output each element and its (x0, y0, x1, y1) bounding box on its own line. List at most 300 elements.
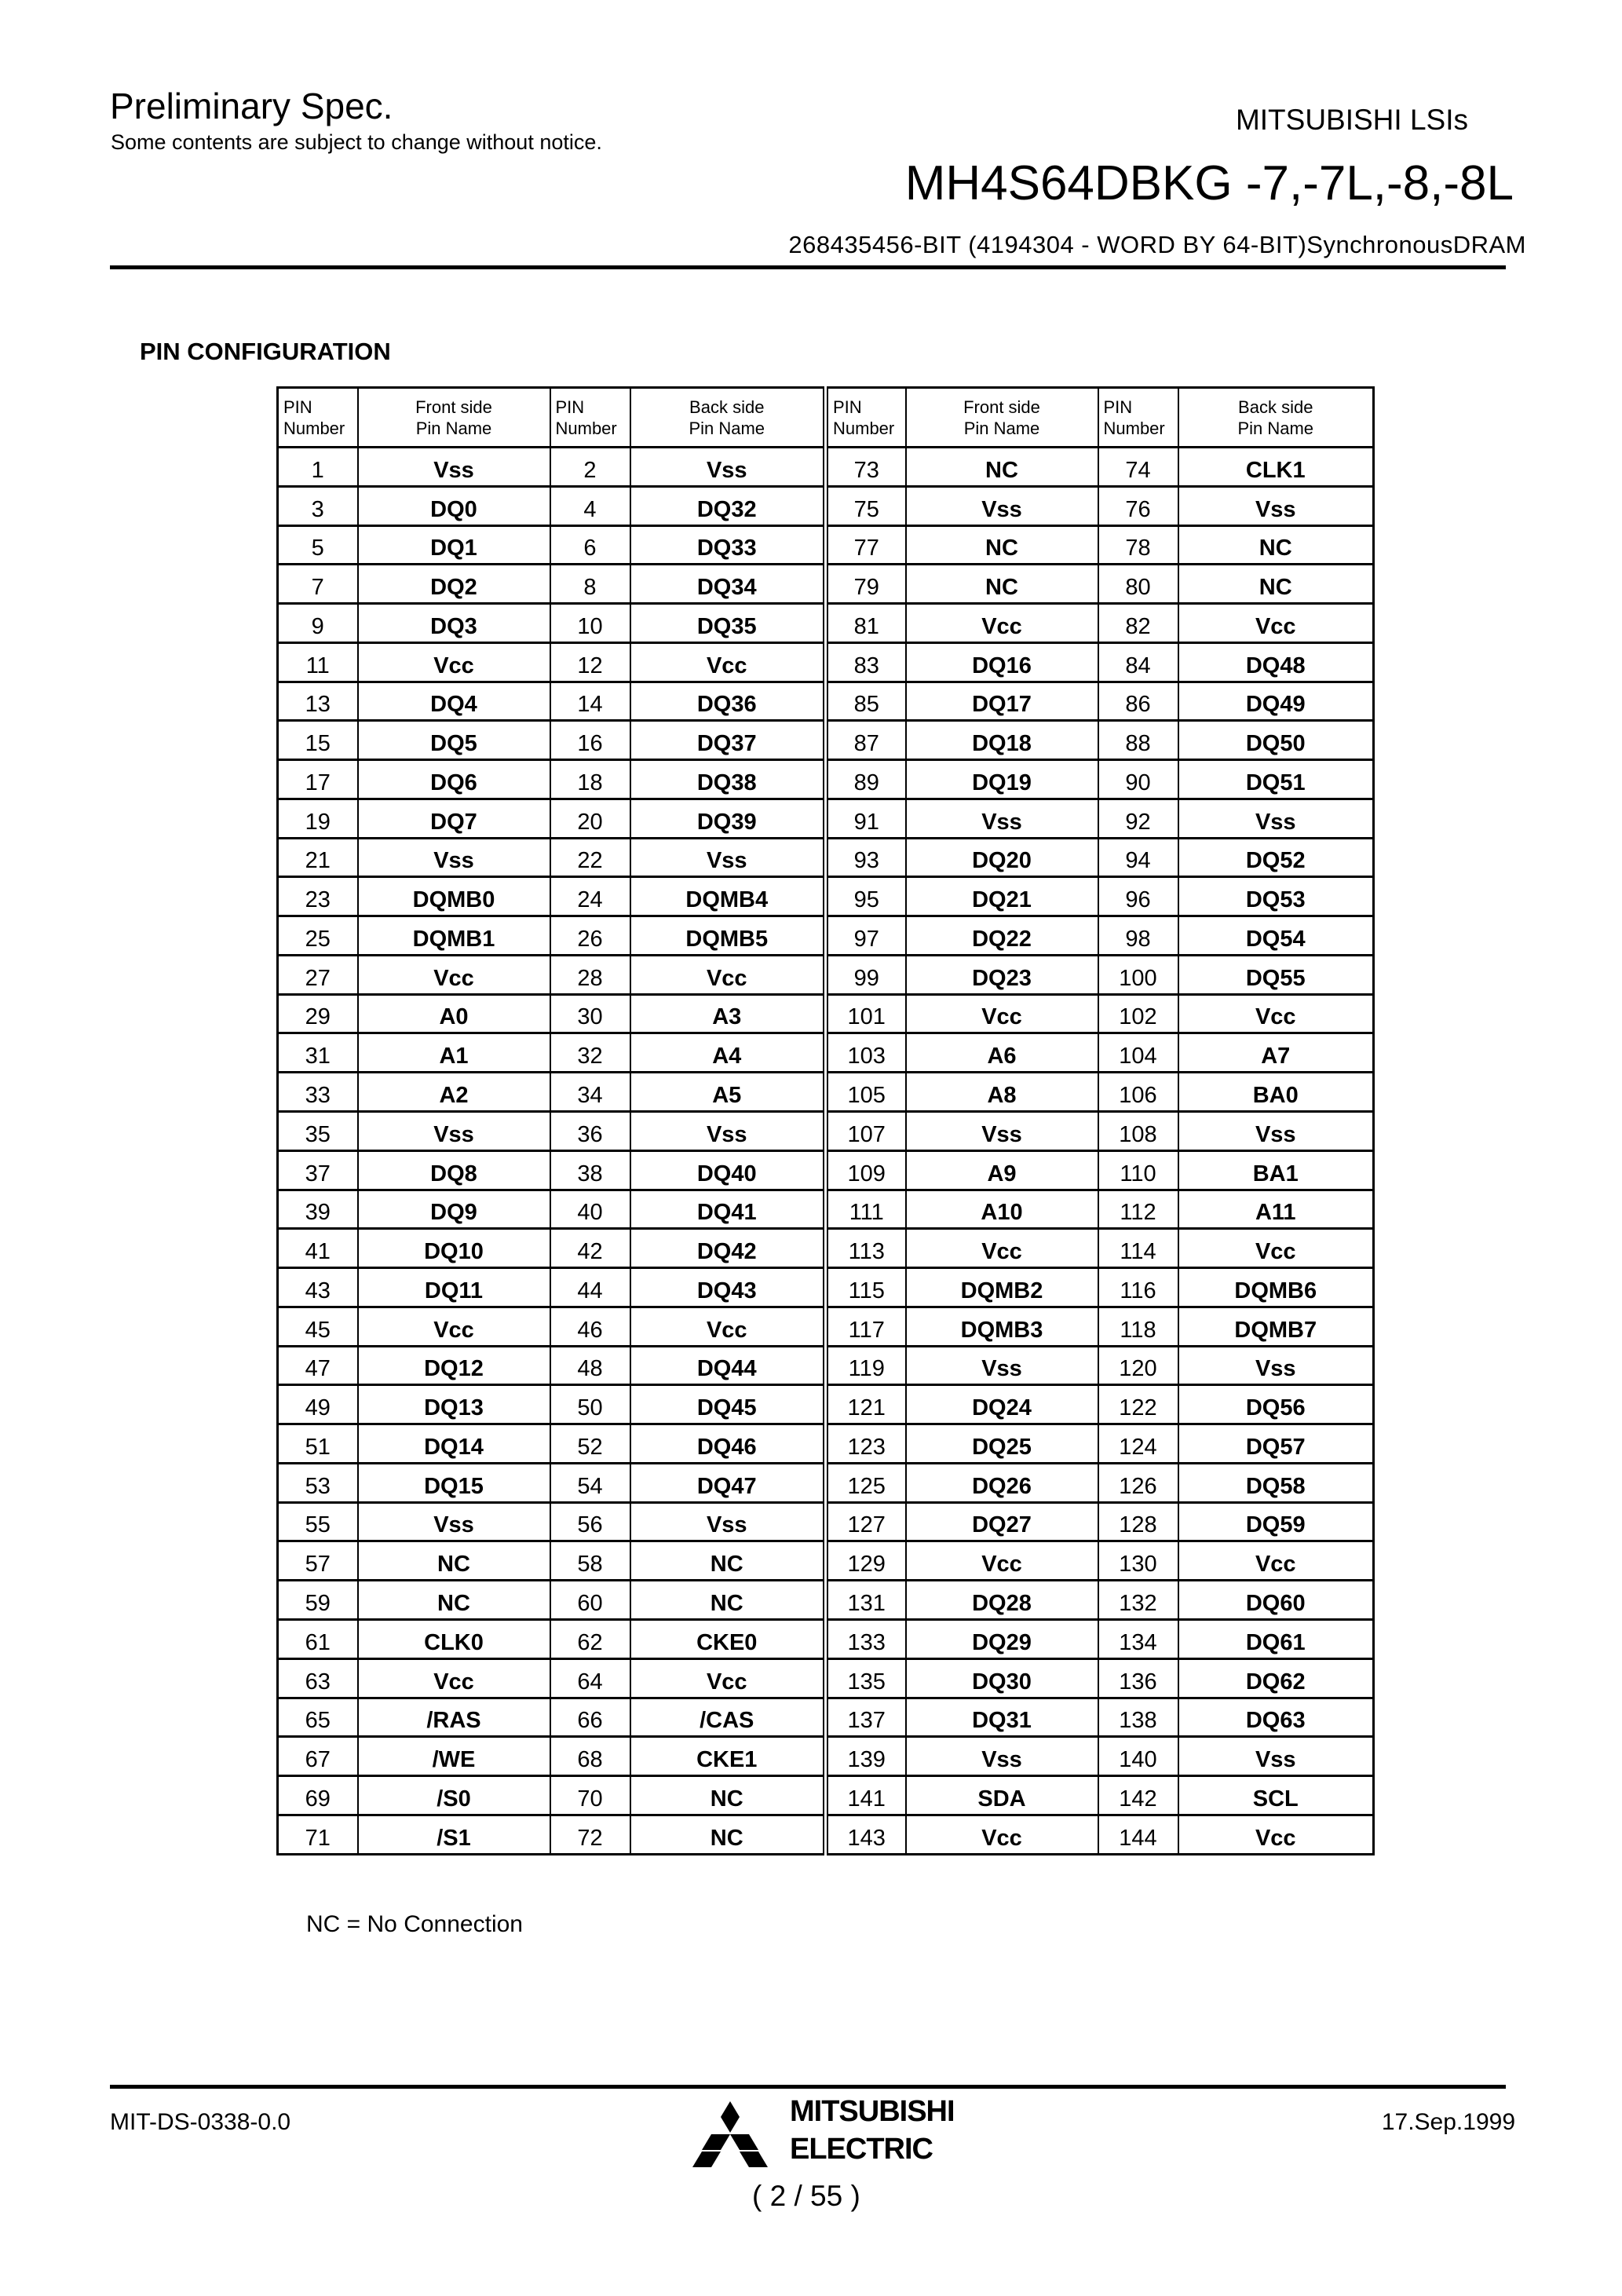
pin-number-cell: 123 (826, 1424, 906, 1464)
pin-number-cell: 119 (826, 1346, 906, 1385)
pin-number-cell: 59 (278, 1581, 358, 1620)
pin-name-cell: DQMB7 (1178, 1307, 1374, 1346)
pin-name-cell: DQ9 (358, 1190, 550, 1229)
pin-name-cell: Vss (1178, 1737, 1374, 1776)
pin-name-cell: DQ42 (630, 1229, 826, 1268)
table-row (278, 994, 1374, 1033)
pin-number-cell: 19 (278, 799, 358, 838)
pin-number-cell: 105 (826, 1073, 906, 1112)
header-front-pin-name: Front side Pin Name (358, 388, 550, 448)
pin-number-cell: 52 (550, 1424, 630, 1464)
pin-number-cell: 3 (278, 486, 358, 525)
pin-name-cell: DQ52 (1178, 838, 1374, 877)
pin-configuration-table (276, 386, 1375, 1855)
pin-number-cell: 80 (1098, 565, 1178, 604)
pin-number-cell: 39 (278, 1190, 358, 1229)
table-row (278, 760, 1374, 799)
pin-name-cell: Vcc (906, 604, 1098, 643)
pin-number-cell: 47 (278, 1346, 358, 1385)
table-row (278, 721, 1374, 760)
pin-number-cell: 15 (278, 721, 358, 760)
pin-name-cell: Vss (630, 1112, 826, 1151)
preliminary-spec-label: Preliminary Spec. (110, 86, 393, 126)
pin-number-cell: 68 (550, 1737, 630, 1776)
pin-number-cell: 96 (1098, 877, 1178, 916)
pin-name-cell: A11 (1178, 1190, 1374, 1229)
pin-number-cell: 61 (278, 1619, 358, 1658)
pin-name-cell: DQ55 (1178, 955, 1374, 994)
pin-name-cell: A2 (358, 1073, 550, 1112)
pin-name-cell: DQ58 (1178, 1463, 1374, 1502)
pin-name-cell: DQ16 (906, 642, 1098, 682)
pin-name-cell: A1 (358, 1033, 550, 1073)
pin-name-cell: NC (1178, 525, 1374, 565)
pin-name-cell: A6 (906, 1033, 1098, 1073)
pin-number-cell: 138 (1098, 1698, 1178, 1737)
table-row (278, 525, 1374, 565)
pin-name-cell: DQ39 (630, 799, 826, 838)
pin-name-cell: DQ25 (906, 1424, 1098, 1464)
pin-number-cell: 40 (550, 1190, 630, 1229)
pin-name-cell: A4 (630, 1033, 826, 1073)
pin-name-cell: DQ11 (358, 1268, 550, 1307)
pin-name-cell: CKE0 (630, 1619, 826, 1658)
pin-name-cell: DQMB6 (1178, 1268, 1374, 1307)
pin-name-cell: NC (630, 1776, 826, 1815)
pin-name-cell: NC (630, 1815, 826, 1854)
pin-name-cell: CKE1 (630, 1737, 826, 1776)
pin-name-cell: A3 (630, 994, 826, 1033)
pin-name-cell: Vcc (1178, 604, 1374, 643)
pin-number-cell: 65 (278, 1698, 358, 1737)
pin-name-cell: Vcc (630, 642, 826, 682)
pin-number-cell: 120 (1098, 1346, 1178, 1385)
pin-name-cell: DQMB2 (906, 1268, 1098, 1307)
pin-name-cell: DQ54 (1178, 916, 1374, 956)
pin-name-cell: /S1 (358, 1815, 550, 1854)
pin-number-cell: 25 (278, 916, 358, 956)
header-back-pin-name: Back side Pin Name (630, 388, 826, 448)
pin-number-cell: 67 (278, 1737, 358, 1776)
pin-number-cell: 87 (826, 721, 906, 760)
pin-name-cell: Vcc (358, 955, 550, 994)
table-row (278, 1268, 1374, 1307)
pin-number-cell: 54 (550, 1463, 630, 1502)
table-row (278, 1424, 1374, 1464)
pin-number-cell: 34 (550, 1073, 630, 1112)
pin-name-cell: Vcc (1178, 1815, 1374, 1854)
pin-name-cell: DQ36 (630, 682, 826, 721)
table-row (278, 1150, 1374, 1190)
pin-number-cell: 31 (278, 1033, 358, 1073)
pin-number-cell: 131 (826, 1581, 906, 1620)
pin-number-cell: 46 (550, 1307, 630, 1346)
part-number-title: MH4S64DBKG -7,-7L,-8,-8L (904, 156, 1514, 210)
pin-number-cell: 92 (1098, 799, 1178, 838)
pin-name-cell: Vcc (358, 1658, 550, 1698)
pin-number-cell: 109 (826, 1150, 906, 1190)
pin-number-cell: 35 (278, 1112, 358, 1151)
pin-name-cell: Vcc (630, 955, 826, 994)
pin-name-cell: Vss (1178, 486, 1374, 525)
pin-number-cell: 64 (550, 1658, 630, 1698)
pin-number-cell: 7 (278, 565, 358, 604)
pin-number-cell: 141 (826, 1776, 906, 1815)
pin-name-cell: DQ24 (906, 1385, 1098, 1424)
pin-name-cell: DQ14 (358, 1424, 550, 1464)
table-row (278, 1698, 1374, 1737)
pin-name-cell: Vcc (906, 1229, 1098, 1268)
pin-number-cell: 99 (826, 955, 906, 994)
table-row (278, 1581, 1374, 1620)
pin-number-cell: 125 (826, 1463, 906, 1502)
pin-name-cell: DQ2 (358, 565, 550, 604)
pin-number-cell: 102 (1098, 994, 1178, 1033)
pin-number-cell: 114 (1098, 1229, 1178, 1268)
pin-name-cell: DQ8 (358, 1150, 550, 1190)
pin-name-cell: DQ33 (630, 525, 826, 565)
pin-name-cell: Vss (1178, 1112, 1374, 1151)
pin-name-cell: DQ50 (1178, 721, 1374, 760)
pin-name-cell: DQ20 (906, 838, 1098, 877)
pin-number-cell: 78 (1098, 525, 1178, 565)
pin-number-cell: 112 (1098, 1190, 1178, 1229)
pin-name-cell: DQ61 (1178, 1619, 1374, 1658)
pin-number-cell: 83 (826, 642, 906, 682)
header-front-pin-name: Front side Pin Name (906, 388, 1098, 448)
pin-name-cell: DQ17 (906, 682, 1098, 721)
pin-number-cell: 23 (278, 877, 358, 916)
pin-number-cell: 11 (278, 642, 358, 682)
pin-name-cell: DQ4 (358, 682, 550, 721)
pin-number-cell: 142 (1098, 1776, 1178, 1815)
pin-number-cell: 36 (550, 1112, 630, 1151)
pin-number-cell: 48 (550, 1346, 630, 1385)
pin-number-cell: 70 (550, 1776, 630, 1815)
pin-name-cell: DQ51 (1178, 760, 1374, 799)
table-row (278, 486, 1374, 525)
header-pin-number: PIN Number (278, 388, 358, 448)
pin-number-cell: 97 (826, 916, 906, 956)
pin-name-cell: DQ59 (1178, 1502, 1374, 1541)
pin-name-cell: DQMB5 (630, 916, 826, 956)
pin-name-cell: DQ30 (906, 1658, 1098, 1698)
pin-name-cell: NC (1178, 565, 1374, 604)
pin-number-cell: 66 (550, 1698, 630, 1737)
table-row (278, 916, 1374, 956)
pin-name-cell: DQ12 (358, 1346, 550, 1385)
pin-name-cell: NC (358, 1541, 550, 1581)
pin-number-cell: 42 (550, 1229, 630, 1268)
pin-name-cell: BA0 (1178, 1073, 1374, 1112)
table-row (278, 799, 1374, 838)
pin-number-cell: 77 (826, 525, 906, 565)
pin-name-cell: Vss (630, 1502, 826, 1541)
table-row (278, 838, 1374, 877)
pin-name-cell: A9 (906, 1150, 1098, 1190)
pin-name-cell: DQ23 (906, 955, 1098, 994)
header-divider (110, 265, 1506, 269)
section-title: PIN CONFIGURATION (140, 338, 391, 365)
pin-number-cell: 5 (278, 525, 358, 565)
pin-number-cell: 93 (826, 838, 906, 877)
pin-number-cell: 60 (550, 1581, 630, 1620)
pin-name-cell: DQ1 (358, 525, 550, 565)
pin-number-cell: 53 (278, 1463, 358, 1502)
table-row (278, 1619, 1374, 1658)
pin-name-cell: DQ60 (1178, 1581, 1374, 1620)
pin-name-cell: SDA (906, 1776, 1098, 1815)
pin-name-cell: DQ53 (1178, 877, 1374, 916)
pin-name-cell: /CAS (630, 1698, 826, 1737)
pin-name-cell: DQ27 (906, 1502, 1098, 1541)
pin-number-cell: 137 (826, 1698, 906, 1737)
table-row (278, 1346, 1374, 1385)
pin-number-cell: 95 (826, 877, 906, 916)
pin-name-cell: BA1 (1178, 1150, 1374, 1190)
pin-name-cell: CLK0 (358, 1619, 550, 1658)
pin-number-cell: 1 (278, 448, 358, 487)
pin-number-cell: 108 (1098, 1112, 1178, 1151)
pin-name-cell: DQ41 (630, 1190, 826, 1229)
pin-number-cell: 24 (550, 877, 630, 916)
table-row (278, 1737, 1374, 1776)
pin-name-cell: DQ46 (630, 1424, 826, 1464)
brand-name-line1: MITSUBISHI (790, 2095, 955, 2128)
pin-name-cell: Vcc (630, 1307, 826, 1346)
pin-number-cell: 110 (1098, 1150, 1178, 1190)
pin-name-cell: Vss (906, 1112, 1098, 1151)
pin-number-cell: 135 (826, 1658, 906, 1698)
pin-name-cell: DQMB4 (630, 877, 826, 916)
pin-number-cell: 45 (278, 1307, 358, 1346)
pin-name-cell: Vcc (906, 994, 1098, 1033)
table-row (278, 1073, 1374, 1112)
pin-number-cell: 104 (1098, 1033, 1178, 1073)
pin-number-cell: 4 (550, 486, 630, 525)
pin-number-cell: 144 (1098, 1815, 1178, 1854)
pin-number-cell: 26 (550, 916, 630, 956)
pin-number-cell: 106 (1098, 1073, 1178, 1112)
header-pin-number: PIN Number (1098, 388, 1178, 448)
pin-number-cell: 33 (278, 1073, 358, 1112)
table-row (278, 1463, 1374, 1502)
pin-name-cell: DQ37 (630, 721, 826, 760)
pin-number-cell: 8 (550, 565, 630, 604)
pin-name-cell: DQ49 (1178, 682, 1374, 721)
pin-name-cell: Vcc (1178, 1229, 1374, 1268)
pin-number-cell: 63 (278, 1658, 358, 1698)
pin-number-cell: 49 (278, 1385, 358, 1424)
pin-name-cell: DQ47 (630, 1463, 826, 1502)
pin-number-cell: 10 (550, 604, 630, 643)
pin-number-cell: 38 (550, 1150, 630, 1190)
pin-number-cell: 27 (278, 955, 358, 994)
pin-number-cell: 57 (278, 1541, 358, 1581)
pin-number-cell: 127 (826, 1502, 906, 1541)
pin-number-cell: 124 (1098, 1424, 1178, 1464)
pin-name-cell: Vcc (630, 1658, 826, 1698)
pin-name-cell: DQ45 (630, 1385, 826, 1424)
pin-name-cell: DQ5 (358, 721, 550, 760)
pin-number-cell: 133 (826, 1619, 906, 1658)
table-row (278, 1307, 1374, 1346)
pin-name-cell: NC (630, 1581, 826, 1620)
pin-number-cell: 44 (550, 1268, 630, 1307)
pin-name-cell: DQ38 (630, 760, 826, 799)
header-back-pin-name: Back side Pin Name (1178, 388, 1374, 448)
table-row (278, 604, 1374, 643)
pin-name-cell: DQMB3 (906, 1307, 1098, 1346)
pin-name-cell: Vss (1178, 799, 1374, 838)
pin-name-cell: A5 (630, 1073, 826, 1112)
pin-name-cell: Vcc (1178, 1541, 1374, 1581)
pin-number-cell: 100 (1098, 955, 1178, 994)
pin-number-cell: 118 (1098, 1307, 1178, 1346)
pin-name-cell: NC (906, 525, 1098, 565)
pin-number-cell: 88 (1098, 721, 1178, 760)
pin-name-cell: Vcc (1178, 994, 1374, 1033)
pin-name-cell: DQ21 (906, 877, 1098, 916)
pin-name-cell: DQ28 (906, 1581, 1098, 1620)
table-row (278, 682, 1374, 721)
pin-number-cell: 51 (278, 1424, 358, 1464)
pin-number-cell: 122 (1098, 1385, 1178, 1424)
pin-name-cell: Vss (358, 838, 550, 877)
table-row (278, 1112, 1374, 1151)
pin-number-cell: 62 (550, 1619, 630, 1658)
pin-name-cell: CLK1 (1178, 448, 1374, 487)
pin-name-cell: /WE (358, 1737, 550, 1776)
pin-name-cell: DQ32 (630, 486, 826, 525)
pin-number-cell: 136 (1098, 1658, 1178, 1698)
pin-number-cell: 129 (826, 1541, 906, 1581)
pin-number-cell: 12 (550, 642, 630, 682)
pin-number-cell: 71 (278, 1815, 358, 1854)
pin-number-cell: 13 (278, 682, 358, 721)
pin-number-cell: 94 (1098, 838, 1178, 877)
pin-name-cell: DQ43 (630, 1268, 826, 1307)
pin-name-cell: Vss (906, 799, 1098, 838)
maker-line: MITSUBISHI LSIs (1235, 104, 1468, 136)
pin-name-cell: DQ44 (630, 1346, 826, 1385)
table-row (278, 448, 1374, 487)
pin-name-cell: SCL (1178, 1776, 1374, 1815)
mitsubishi-logo-icon (691, 2100, 769, 2169)
pin-number-cell: 139 (826, 1737, 906, 1776)
pin-number-cell: 143 (826, 1815, 906, 1854)
pin-name-cell: A10 (906, 1190, 1098, 1229)
pin-name-cell: DQ57 (1178, 1424, 1374, 1464)
pin-name-cell: DQ40 (630, 1150, 826, 1190)
pin-number-cell: 14 (550, 682, 630, 721)
pin-name-cell: Vcc (358, 642, 550, 682)
page-indicator: ( 2 / 55 ) (752, 2180, 860, 2212)
pin-name-cell: DQ35 (630, 604, 826, 643)
pin-number-cell: 130 (1098, 1541, 1178, 1581)
pin-name-cell: DQ6 (358, 760, 550, 799)
pin-name-cell: DQ7 (358, 799, 550, 838)
pin-number-cell: 117 (826, 1307, 906, 1346)
table-row (278, 1033, 1374, 1073)
pin-name-cell: NC (630, 1541, 826, 1581)
pin-name-cell: DQ13 (358, 1385, 550, 1424)
pin-name-cell: Vcc (906, 1541, 1098, 1581)
pin-number-cell: 69 (278, 1776, 358, 1815)
pin-number-cell: 126 (1098, 1463, 1178, 1502)
pin-number-cell: 20 (550, 799, 630, 838)
pin-number-cell: 107 (826, 1112, 906, 1151)
pin-rows (278, 448, 1374, 1855)
table-row (278, 642, 1374, 682)
pin-name-cell: Vss (358, 1502, 550, 1541)
pin-number-cell: 86 (1098, 682, 1178, 721)
pin-name-cell: DQ56 (1178, 1385, 1374, 1424)
pin-name-cell: DQ63 (1178, 1698, 1374, 1737)
pin-number-cell: 134 (1098, 1619, 1178, 1658)
pin-number-cell: 6 (550, 525, 630, 565)
pin-number-cell: 18 (550, 760, 630, 799)
pin-number-cell: 50 (550, 1385, 630, 1424)
pin-number-cell: 2 (550, 448, 630, 487)
pin-number-cell: 56 (550, 1502, 630, 1541)
device-description: 268435456-BIT (4194304 - WORD BY 64-BIT)SynchronousDRAM (788, 231, 1526, 258)
table-row (278, 1815, 1374, 1854)
pin-name-cell: A8 (906, 1073, 1098, 1112)
pin-name-cell: Vss (906, 1346, 1098, 1385)
pin-name-cell: Vss (358, 1112, 550, 1151)
pin-name-cell: A7 (1178, 1033, 1374, 1073)
pin-name-cell: Vss (630, 448, 826, 487)
pin-number-cell: 28 (550, 955, 630, 994)
pin-number-cell: 103 (826, 1033, 906, 1073)
pin-number-cell: 101 (826, 994, 906, 1033)
table-row (278, 1502, 1374, 1541)
pin-name-cell: DQ22 (906, 916, 1098, 956)
table-header-row (278, 388, 1374, 448)
change-notice: Some contents are subject to change without notice. (111, 130, 602, 154)
pin-name-cell: DQ3 (358, 604, 550, 643)
pin-name-cell: DQ19 (906, 760, 1098, 799)
pin-number-cell: 81 (826, 604, 906, 643)
pin-name-cell: DQ26 (906, 1463, 1098, 1502)
pin-number-cell: 89 (826, 760, 906, 799)
table-row (278, 1776, 1374, 1815)
pin-number-cell: 84 (1098, 642, 1178, 682)
pin-name-cell: Vss (906, 1737, 1098, 1776)
pin-number-cell: 30 (550, 994, 630, 1033)
pin-number-cell: 116 (1098, 1268, 1178, 1307)
pin-name-cell: Vss (906, 486, 1098, 525)
table-row (278, 955, 1374, 994)
pin-number-cell: 75 (826, 486, 906, 525)
pin-number-cell: 113 (826, 1229, 906, 1268)
pin-number-cell: 72 (550, 1815, 630, 1854)
pin-name-cell: DQ34 (630, 565, 826, 604)
table-row (278, 1385, 1374, 1424)
pin-number-cell: 82 (1098, 604, 1178, 643)
pin-name-cell: DQ31 (906, 1698, 1098, 1737)
table-row (278, 565, 1374, 604)
publication-date: 17.Sep.1999 (1381, 2109, 1515, 2135)
pin-name-cell: DQ0 (358, 486, 550, 525)
pin-number-cell: 29 (278, 994, 358, 1033)
pin-name-cell: DQ18 (906, 721, 1098, 760)
document-id: MIT-DS-0338-0.0 (110, 2109, 291, 2135)
pin-name-cell: NC (906, 448, 1098, 487)
pin-number-cell: 9 (278, 604, 358, 643)
pin-number-cell: 17 (278, 760, 358, 799)
